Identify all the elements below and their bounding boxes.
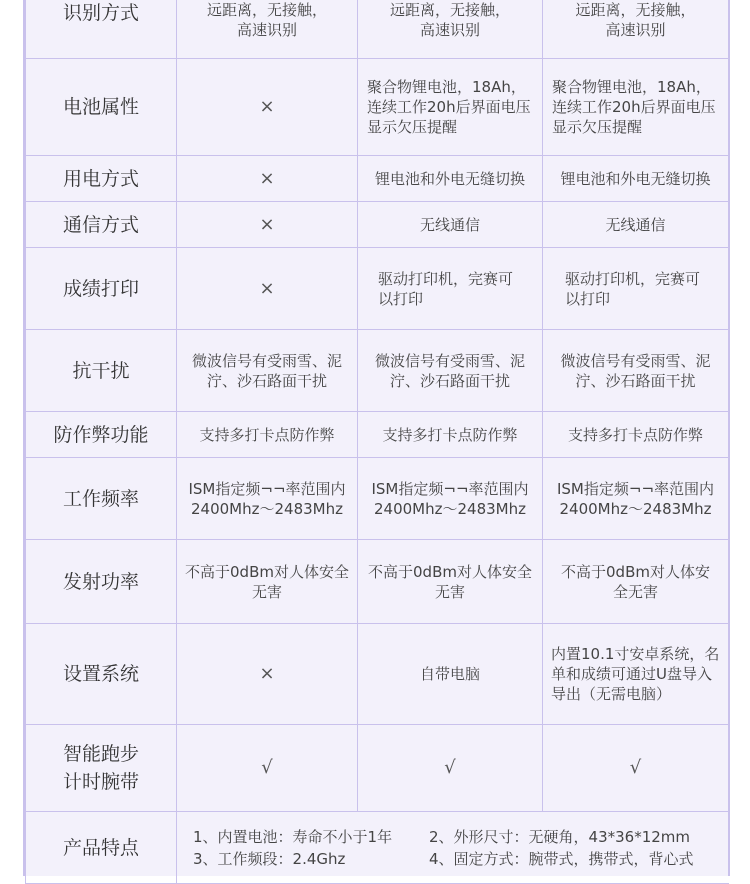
cell-interference-c1: 微波信号有受雨雪、泥泞、沙石路面干扰 xyxy=(177,330,358,412)
table-row xyxy=(26,156,729,202)
feature-dimensions: 2、外形尺寸：无硬角，43*36*12mm xyxy=(429,827,691,846)
row-label-communication: 通信方式 xyxy=(26,202,177,248)
spec-comparison-table xyxy=(25,0,729,884)
table-row xyxy=(26,248,729,330)
row-label-setup-system: 设置系统 xyxy=(26,624,177,725)
cell-communication-c3: 无线通信 xyxy=(543,202,729,248)
cell-setup-system-c1: × xyxy=(177,624,358,725)
features-line-1 xyxy=(193,826,723,848)
cell-setup-system-c2: 自带电脑 xyxy=(358,624,543,725)
cell-battery-c2: 聚合物锂电池，18Ah，连续工作20h后界面电压显示欠压提醒 xyxy=(358,59,543,156)
cell-wristband-c3: √ xyxy=(543,725,729,812)
row-label-frequency: 工作频率 xyxy=(26,458,177,540)
table-row xyxy=(26,0,729,59)
cell-printing-c3: 驱动打印机，完赛可以打印 xyxy=(543,248,729,330)
cell-transmit-power-c2: 不高于0dBm对人体安全无害 xyxy=(358,540,543,624)
row-label-power-mode: 用电方式 xyxy=(26,156,177,202)
cell-power-mode-c3: 锂电池和外电无缝切换 xyxy=(543,156,729,202)
table-row xyxy=(26,59,729,156)
cell-wristband-c1: √ xyxy=(177,725,358,812)
table-row xyxy=(26,412,729,458)
cell-printing-c2: 驱动打印机，完赛可以打印 xyxy=(358,248,543,330)
row-label-printing: 成绩打印 xyxy=(26,248,177,330)
cell-recognition-c3: 远距离，无接触，高速识别 xyxy=(543,0,729,59)
cell-recognition-c1: 远距离，无接触，高速识别 xyxy=(177,0,358,59)
cell-power-mode-c2: 锂电池和外电无缝切换 xyxy=(358,156,543,202)
cell-transmit-power-c1: 不高于0dBm对人体安全无害 xyxy=(177,540,358,624)
row-label-transmit-power: 发射功率 xyxy=(26,540,177,624)
cell-recognition-c2: 远距离，无接触，高速识别 xyxy=(358,0,543,59)
cell-anti-cheat-c2: 支持多打卡点防作弊 xyxy=(358,412,543,458)
features-cell xyxy=(177,812,729,884)
cell-setup-system-c3: 内置10.1寸安卓系统，名单和成绩可通过U盘导入导出（无需电脑） xyxy=(543,624,729,725)
cell-frequency-c3: ISM指定频¬¬率范围内2400Mhz～2483Mhz xyxy=(543,458,729,540)
row-label-battery: 电池属性 xyxy=(26,59,177,156)
cell-power-mode-c1: × xyxy=(177,156,358,202)
row-label-features: 产品特点 xyxy=(26,812,177,884)
spec-table-container xyxy=(23,0,730,876)
row-label-wristband: 智能跑步计时腕带 xyxy=(26,725,177,812)
row-label-interference: 抗干扰 xyxy=(26,330,177,412)
cell-interference-c3: 微波信号有受雨雪、泥泞、沙石路面干扰 xyxy=(543,330,729,412)
feature-frequency-band: 3、工作频段：2.4Ghz xyxy=(193,849,346,868)
cell-battery-c1: × xyxy=(177,59,358,156)
cell-transmit-power-c3: 不高于0dBm对人体安全无害 xyxy=(543,540,729,624)
table-row xyxy=(26,330,729,412)
cell-frequency-c1: ISM指定频¬¬率范围内2400Mhz～2483Mhz xyxy=(177,458,358,540)
features-line-2 xyxy=(193,848,723,870)
cell-communication-c1: × xyxy=(177,202,358,248)
feature-mounting: 4、固定方式：腕带式，携带式，背心式 xyxy=(429,849,694,868)
table-row xyxy=(26,540,729,624)
table-row xyxy=(26,624,729,725)
cell-anti-cheat-c1: 支持多打卡点防作弊 xyxy=(177,412,358,458)
cell-anti-cheat-c3: 支持多打卡点防作弊 xyxy=(543,412,729,458)
cell-communication-c2: 无线通信 xyxy=(358,202,543,248)
table-row-features xyxy=(26,812,729,884)
feature-battery-life: 1、内置电池：寿命不小于1年 xyxy=(193,827,393,846)
cell-frequency-c2: ISM指定频¬¬率范围内2400Mhz～2483Mhz xyxy=(358,458,543,540)
row-label-anti-cheat: 防作弊功能 xyxy=(26,412,177,458)
cell-interference-c2: 微波信号有受雨雪、泥泞、沙石路面干扰 xyxy=(358,330,543,412)
row-label-recognition: 识别方式 xyxy=(26,0,177,59)
table-row xyxy=(26,202,729,248)
cell-wristband-c2: √ xyxy=(358,725,543,812)
table-row xyxy=(26,725,729,812)
table-row xyxy=(26,458,729,540)
cell-battery-c3: 聚合物锂电池，18Ah，连续工作20h后界面电压显示欠压提醒 xyxy=(543,59,729,156)
cell-printing-c1: × xyxy=(177,248,358,330)
